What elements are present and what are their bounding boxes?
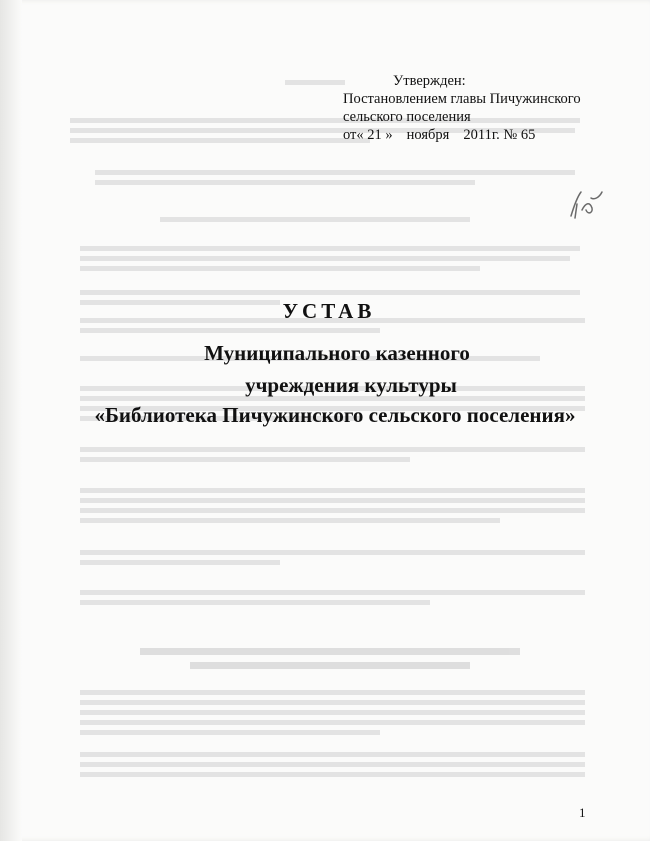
approval-block bbox=[343, 72, 613, 144]
document-title-line-2: учреждения культуры bbox=[245, 373, 457, 397]
document-title-ustav: УСТАВ bbox=[282, 299, 376, 323]
approval-heading: Утвержден: bbox=[393, 73, 466, 89]
approval-date-prefix: от« 21 » bbox=[343, 127, 393, 143]
approval-date-line bbox=[343, 126, 613, 144]
document-title-line-3: «Библиотека Пичужинского сельского поселения» bbox=[94, 403, 576, 427]
document-title-line-1: Муниципального казенного bbox=[204, 341, 470, 365]
approval-decree-line: Постановлением главы Пичужинского bbox=[343, 91, 581, 107]
approval-settlement-line: сельского поселения bbox=[343, 109, 471, 125]
page-number: 1 bbox=[579, 805, 586, 820]
approval-date-year-number: 2011г. № 65 bbox=[463, 127, 536, 143]
handwritten-signature bbox=[566, 188, 606, 220]
approval-date-month: ноября bbox=[406, 127, 450, 143]
